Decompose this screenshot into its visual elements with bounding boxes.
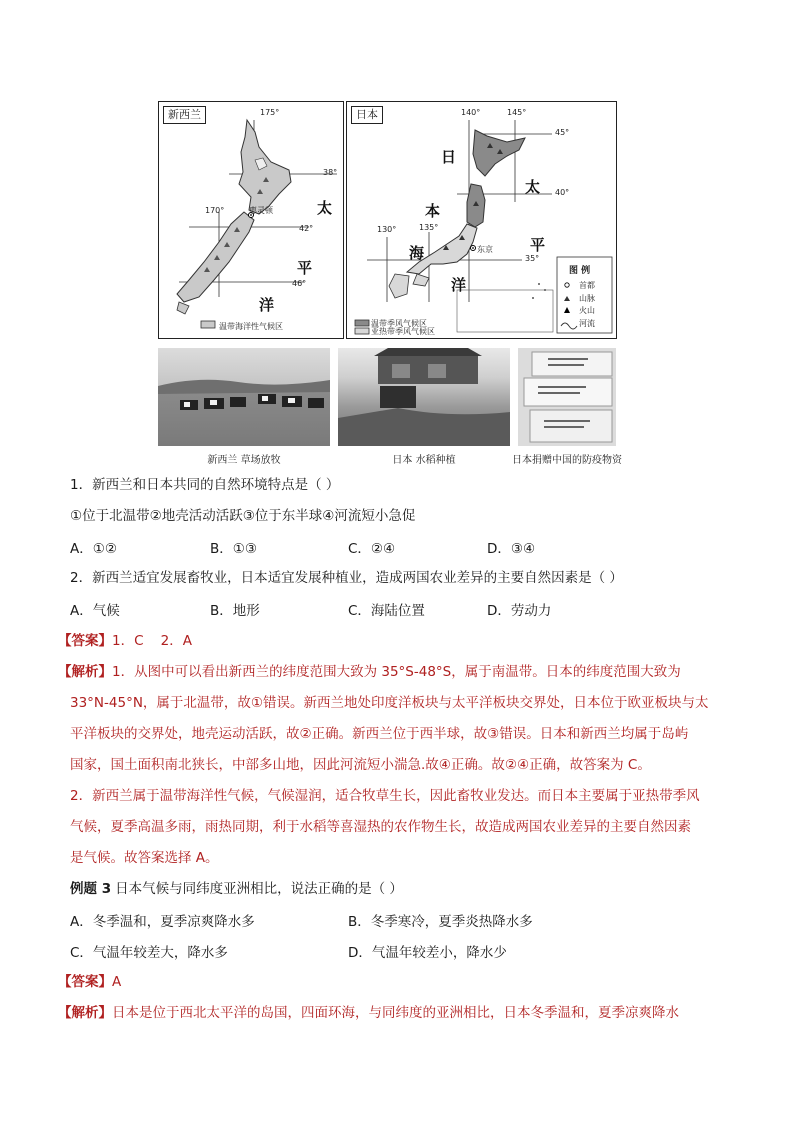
jp-side-legend-capital: 首都 <box>579 281 595 290</box>
analysis-2-tag: 【解析】 <box>58 1005 112 1021</box>
jp-legend-subtropical: 亚热带季风气候区 <box>371 327 435 336</box>
jp-lon-145: 145° <box>507 108 527 117</box>
analysis-1-line-6: 气候，夏季高温多雨，雨热同期，利于水稻等喜湿热的农作物生长，故造成两国农业差异的主要自然因素 <box>70 819 691 835</box>
analysis-1-line-5: 2．新西兰属于温带海洋性气候，气候湿润，适合牧草生长，因此畜牧业发达。而日本主要属于亚热带季风 <box>70 788 700 804</box>
analysis-1-tag: 【解析】 <box>58 664 112 680</box>
answer-1-tag: 【答案】 <box>58 633 112 649</box>
photo-nz-grazing <box>158 348 330 446</box>
caption-nz-grazing: 新西兰 草场放牧 <box>207 455 281 466</box>
nz-lat-38: 38° <box>323 168 338 177</box>
jp-sea-char-3: 海 <box>409 244 425 262</box>
jp-lon-130: 130° <box>377 225 397 234</box>
jp-ocean-char-3: 洋 <box>451 276 467 294</box>
jp-lon-140: 140° <box>461 108 481 117</box>
q2-option-d: D．劳动力 <box>487 603 552 619</box>
nz-ocean-char-2: 平 <box>297 259 313 277</box>
jp-map-title: 日本 <box>351 106 383 124</box>
nz-legend-label: 温带海洋性气候区 <box>219 322 283 331</box>
analysis-1-line-7: 是气候。故答案选择 A。 <box>70 850 219 866</box>
nz-lat-46: 46° <box>292 279 307 288</box>
nz-ocean-char-1: 太 <box>317 199 333 217</box>
photo-jp-donation <box>518 348 616 446</box>
q1-option-a: A．①② <box>70 541 117 557</box>
q1-option-d: D．③④ <box>487 541 536 557</box>
answer-2-tag: 【答案】 <box>58 974 112 990</box>
q2-option-a: A．气候 <box>70 603 120 619</box>
jp-sea-char-1: 日 <box>441 148 457 166</box>
nz-map <box>158 101 344 339</box>
south-island-shape <box>177 212 254 302</box>
answer-1-text: 1．C 2．A <box>112 633 193 649</box>
q1-statements: ①位于北温带②地壳活动活跃③位于东半球④河流短小急促 <box>70 508 416 524</box>
jp-map-graphic <box>347 102 616 338</box>
example-3-stem <box>70 879 403 899</box>
jp-side-legend-mountain: 山脉 <box>579 294 595 303</box>
ex3-option-a: A．冬季温和，夏季凉爽降水多 <box>70 914 255 930</box>
analysis-1-text-1: 1．从图中可以看出新西兰的纬度范围大致为 35°S-48°S，属于南温带。日本的纬度范围大致为 <box>112 664 681 680</box>
analysis-1-line-1 <box>58 662 681 682</box>
jp-legend-temperate: 温带季风气候区 <box>371 319 427 328</box>
analysis-1-line-3: 平洋板块的交界处，地壳运动活跃，故②正确。新西兰位于西半球，故③错误。日本和新西兰均属于岛屿 <box>70 726 689 742</box>
nz-capital-label: 惠灵顿 <box>249 206 273 215</box>
japan-map <box>346 101 617 339</box>
q1-option-b: B．①③ <box>210 541 257 557</box>
nz-lon-175: 175° <box>260 108 280 117</box>
example-3-label: 例题 3 <box>70 881 112 897</box>
jp-lat-40: 40° <box>555 188 570 197</box>
q2-option-c: C．海陆位置 <box>348 603 425 619</box>
analysis-2-text: 日本是位于西北太平洋的岛国，四面环海，与同纬度的亚洲相比，日本冬季温和，夏季凉爽降水 <box>112 1005 679 1021</box>
example-3-text: 日本气候与同纬度亚洲相比，说法正确的是（ ） <box>115 881 403 897</box>
caption-jp-rice: 日本 水稻种植 <box>392 455 456 466</box>
jp-lat-35: 35° <box>525 254 540 263</box>
jp-ocean-char-1: 太 <box>525 178 541 196</box>
ex3-option-c: C．气温年较差大，降水多 <box>70 945 228 961</box>
jp-ocean-char-2: 平 <box>530 236 546 254</box>
nz-lon-170: 170° <box>205 206 225 215</box>
jp-side-legend-title: 图 例 <box>569 266 591 276</box>
analysis-2 <box>58 1003 679 1023</box>
photo-jp-rice <box>338 348 510 446</box>
q2-option-b: B．地形 <box>210 603 260 619</box>
q2-stem: 2．新西兰适宜发展畜牧业，日本适宜发展种植业，造成两国农业差异的主要自然因素是（ ） <box>70 570 623 586</box>
jp-sea-char-2: 本 <box>425 202 441 220</box>
nz-lat-42: 42° <box>299 224 314 233</box>
jp-side-legend-volcano: 火山 <box>579 306 595 315</box>
analysis-1-line-4: 国家，国土面积南北狭长，中部多山地，因此河流短小湍急.故④正确。故②④正确，故答案为 C。 <box>70 757 651 773</box>
jp-lat-45: 45° <box>555 128 570 137</box>
q1-option-c: C．②④ <box>348 541 396 557</box>
jp-lon-135: 135° <box>419 223 439 232</box>
analysis-1-line-2: 33°N-45°N，属于北温带，故①错误。新西兰地处印度洋板块与太平洋板块交界处，日本位于欧亚板块与太 <box>70 695 709 711</box>
answer-2-text: A <box>112 974 122 990</box>
jp-capital-label: 东京 <box>477 245 493 254</box>
nz-map-title: 新西兰 <box>163 106 206 124</box>
ex3-option-d: D．气温年较差小，降水少 <box>348 945 507 961</box>
caption-jp-donation: 日本捐赠中国的防疫物资 <box>512 455 622 466</box>
answer-1 <box>58 631 192 651</box>
nz-ocean-char-3: 洋 <box>259 296 275 314</box>
ex3-option-b: B．冬季寒冷，夏季炎热降水多 <box>348 914 533 930</box>
jp-side-legend-river: 河流 <box>579 319 595 328</box>
answer-2 <box>58 972 121 992</box>
q1-stem: 1．新西兰和日本共同的自然环境特点是（ ） <box>70 477 340 493</box>
nz-map-graphic <box>159 102 343 338</box>
